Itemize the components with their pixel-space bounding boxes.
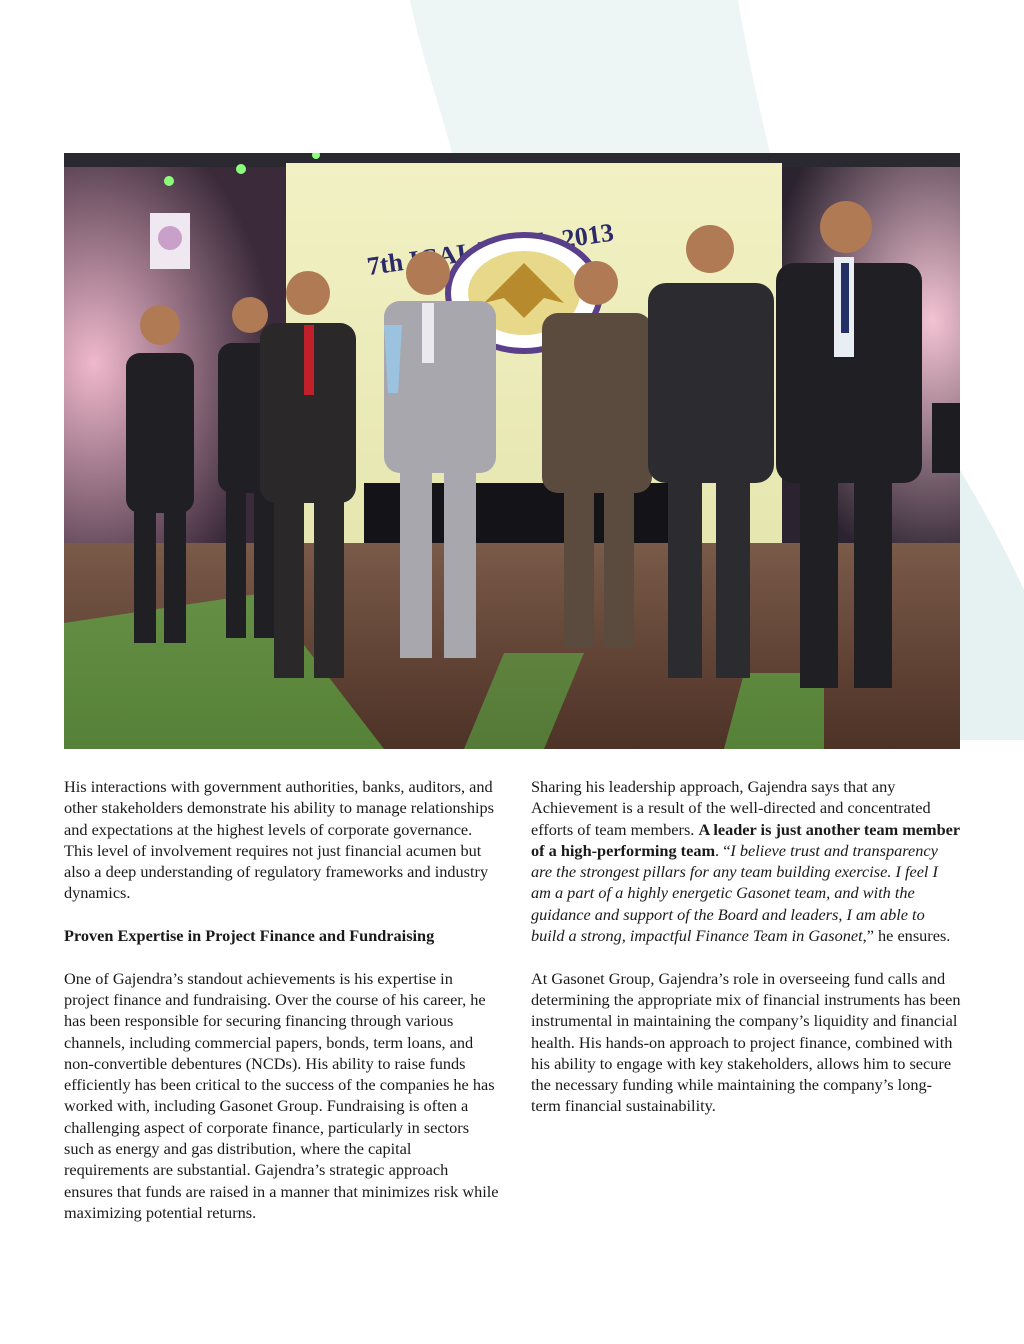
- award-ceremony-photo: [64, 153, 960, 749]
- gasonet-paragraph: At Gasonet Group, Gajendra’s role in overseeing fund calls and determining the appropriate mix of financial instruments has been instrumental in maintaining the company’s liquidity and financial health. His hands-on approach to project finance, combined with his ability to engage with key stakeholders, allows him to secure the necessary funding while maintaining the company’s long-term financial sustainability.: [531, 968, 961, 1116]
- quote-open: . “: [715, 840, 731, 860]
- section-heading: Proven Expertise in Project Finance and Fundraising: [64, 926, 435, 946]
- banner-text: 7th 2013: [365, 217, 616, 282]
- intro-paragraph: His interactions with government authorities, banks, auditors, and other stakeholders demonstrate his ability to manage relationships and expectations at the highest levels of corporate governance. This level of involvement requires not just financial acumen but also a deep understanding of regulatory frameworks and industry dynamics.: [64, 777, 494, 903]
- leadership-quote: I believe trust and transparency are the strongest pillars for any team building exercise. I feel I am a part of a highly energetic Gasonet team, and with the guidance and support of the Board and leaders, I am able to build a strong, impactful Finance Team in Gasonet: [531, 840, 938, 946]
- quote-close: ,” he ensures.: [862, 926, 951, 946]
- leadership-bold-text: A leader is just another team member of a high-performing team: [531, 819, 960, 860]
- leadership-text: Sharing his leadership approach, Gajendra says that any Achievement is a result of the well-directed and concentrated efforts of team members.: [531, 777, 931, 839]
- leadership-paragraph: [531, 776, 961, 946]
- left-text-column: [64, 776, 500, 1245]
- right-text-column: [531, 776, 961, 1138]
- award-photo-illustration: [64, 153, 960, 749]
- fundraising-paragraph: One of Gajendra’s standout achievements is his expertise in project finance and fundraising. Over the course of his career, he has been responsible for securing financing through various channels, including commercial papers, bonds, term loans, and non-convertible debentures (NCDs). His ability to raise funds efficiently has been critical to the success of the companies he has worked with, including Gasonet Group. Fundraising is often a challenging aspect of corporate finance, particularly in sectors such as energy and gas distribution, where the capital requirements are substantial. Gajendra’s strategic approach ensures that funds are raised in a manner that minimizes risk while maximizing potential returns.: [64, 968, 499, 1222]
